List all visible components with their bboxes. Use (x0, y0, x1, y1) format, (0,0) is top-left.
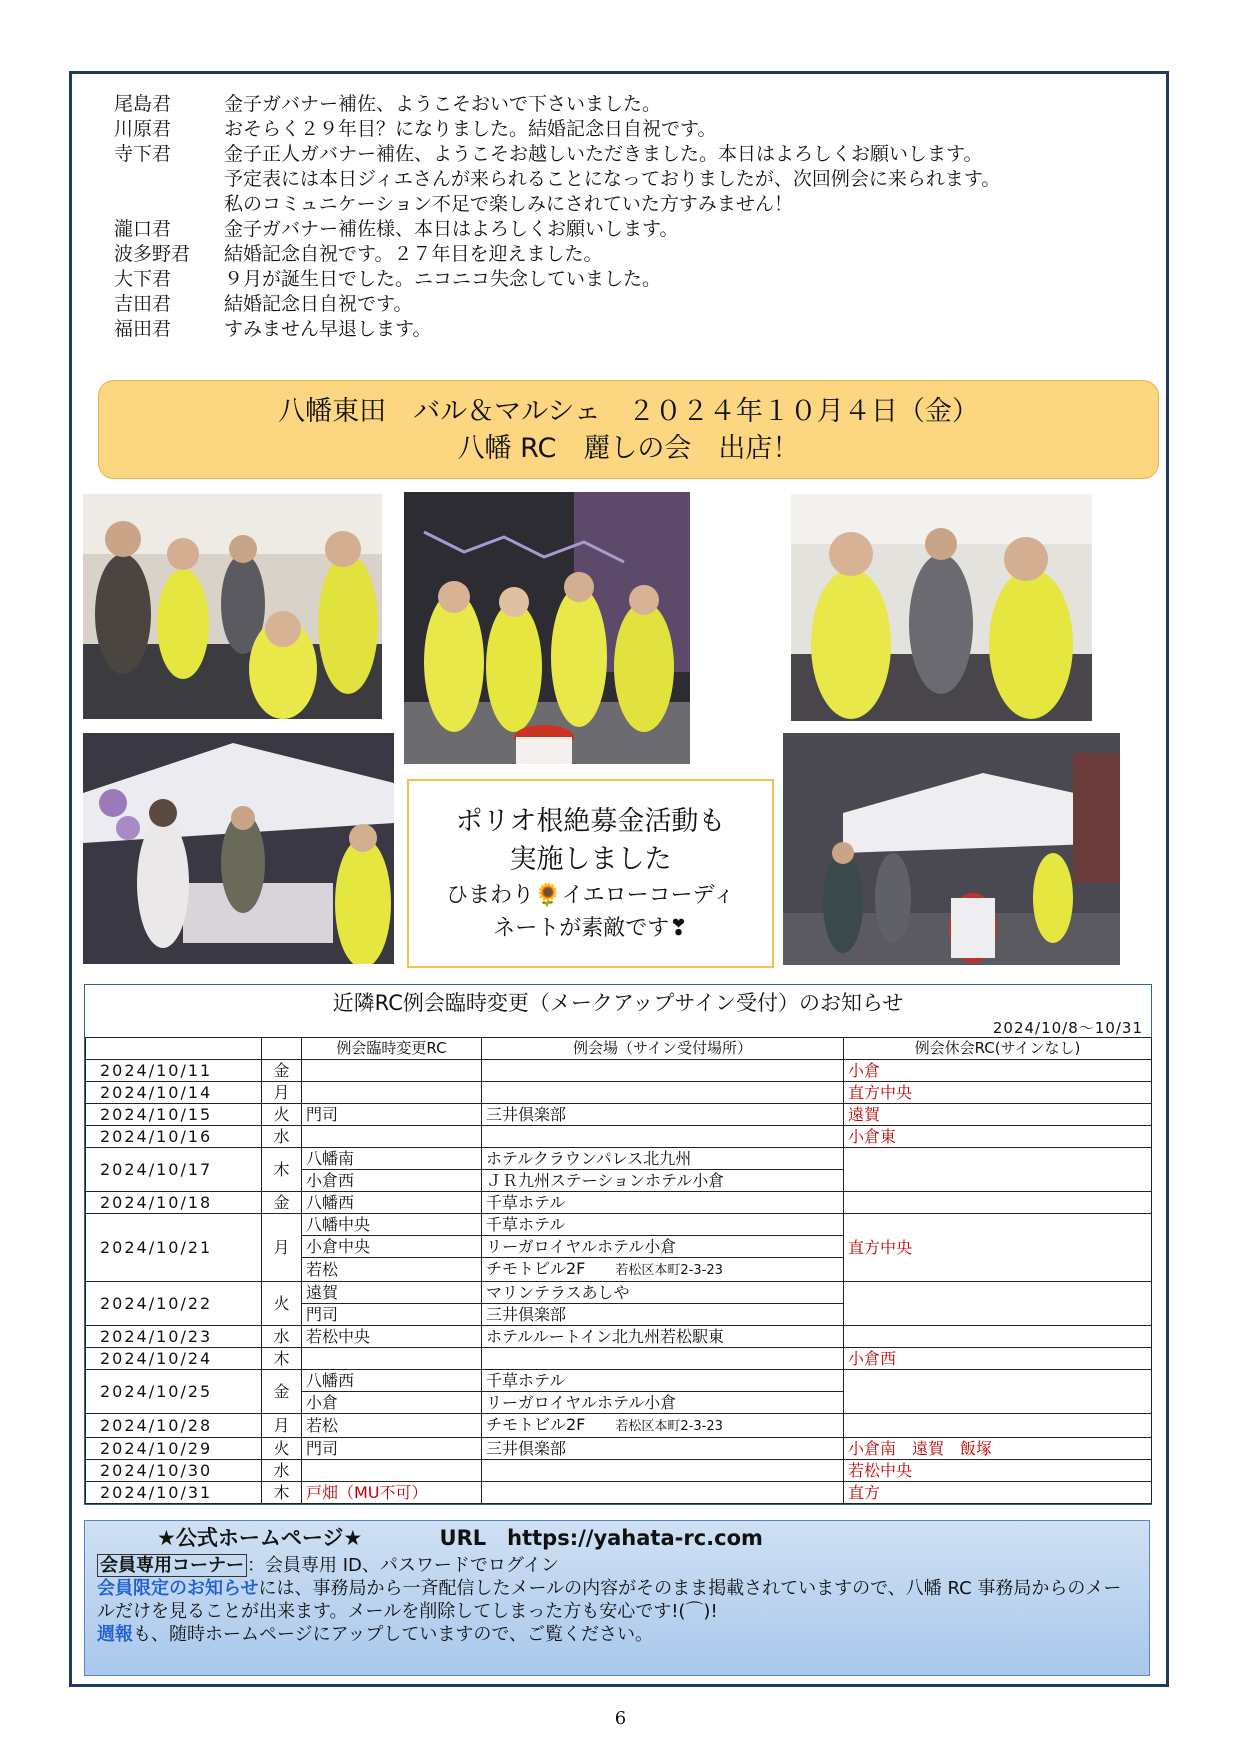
venue-name: ホテルルートイン北九州若松駅東 (486, 1327, 725, 1346)
closed-club: 若松中央 (844, 1460, 1152, 1482)
event-photo-1 (83, 494, 382, 719)
venue (482, 1482, 844, 1504)
changed-club: 小倉 (302, 1392, 482, 1414)
changed-club: 八幡西 (302, 1192, 482, 1214)
message-row (114, 117, 1000, 142)
members-corner-line (97, 1554, 1137, 1577)
meeting-date: 2024/10/17 (86, 1148, 262, 1192)
venue-name: 千草ホテル (486, 1215, 566, 1234)
venue (482, 1392, 844, 1414)
table-row (86, 1148, 1152, 1170)
venue (482, 1104, 844, 1126)
venue-address: 若松区本町2-3-23 (615, 1419, 723, 1434)
member-message: おそらく２９年目？になりました。結婚記念日自祝です。 (224, 118, 717, 140)
member-name: 波多野君 (114, 243, 191, 265)
venue-name: 三井倶楽部 (486, 1439, 567, 1458)
meeting-date: 2024/10/30 (86, 1460, 262, 1482)
day-of-week: 火 (262, 1282, 302, 1326)
member-message: 予定表には本日ジィエさんが来られることになっておりましたが、次回例会に来られます。 (224, 168, 1001, 190)
day-of-week: 水 (262, 1326, 302, 1348)
closed-club: 直方 (844, 1482, 1152, 1504)
member-message: 金子ガバナー補佐、ようこそおいで下さいました。 (224, 93, 662, 115)
callout-line4: ネートが素敵です❣ (493, 916, 688, 941)
table-row (86, 1438, 1152, 1460)
table-row (86, 1482, 1152, 1504)
changed-club: 遠賀 (302, 1282, 482, 1304)
changed-club: 門司 (302, 1304, 482, 1326)
venue (482, 1082, 844, 1104)
changed-club: 八幡南 (302, 1148, 482, 1170)
changed-club (302, 1126, 482, 1148)
members-corner-text: ：会員専用 ID、パスワードでログイン (247, 1555, 559, 1576)
column-header (86, 1038, 262, 1060)
table-row (86, 1414, 1152, 1438)
venue-name: チモトビル2F (486, 1415, 586, 1434)
changed-club: 若松中央 (302, 1326, 482, 1348)
changed-club: 戸畑（MU不可） (302, 1482, 482, 1504)
weekly-line (97, 1623, 1137, 1646)
notice-line (97, 1577, 1137, 1623)
closed-club (844, 1370, 1152, 1414)
venue-name: マリンテラスあしや (486, 1283, 630, 1302)
weekly-text: も、随時ホームページにアップしていますので、ご覧ください。 (133, 1624, 654, 1645)
makeup-table (85, 1037, 1152, 1504)
table-row (86, 1370, 1152, 1392)
changed-club (302, 1460, 482, 1482)
homepage-url-link[interactable]: URL https://yahata-rc.com (439, 1526, 763, 1550)
table-period: 2024/10/8～10/31 (992, 1019, 1143, 1037)
footer-title: ★公式ホームページ★ (157, 1526, 363, 1550)
day-of-week: 火 (262, 1438, 302, 1460)
banner-line1: 八幡東田 バル＆マルシェ ２０２４年１０月４日（金） (278, 396, 979, 427)
venue-name: 三井倶楽部 (486, 1105, 567, 1124)
changed-club: 八幡西 (302, 1370, 482, 1392)
polio-callout (407, 779, 774, 968)
venue (482, 1060, 844, 1082)
venue (482, 1414, 844, 1438)
member-name (114, 192, 224, 217)
venue-name: 三井倶楽部 (486, 1305, 567, 1324)
closed-club: 小倉 (844, 1060, 1152, 1082)
member-messages (114, 92, 1000, 342)
page-number: 6 (614, 1708, 627, 1729)
meeting-date: 2024/10/21 (86, 1214, 262, 1282)
message-row (114, 192, 1000, 217)
banner-line2: 八幡 RC 麗しの会 出店！ (457, 433, 800, 464)
column-header (262, 1038, 302, 1060)
meeting-date: 2024/10/11 (86, 1060, 262, 1082)
venue (482, 1192, 844, 1214)
weekly-label[interactable]: 週報 (97, 1624, 133, 1645)
changed-club: 若松 (302, 1258, 482, 1282)
column-header: 例会臨時変更RC (302, 1038, 482, 1060)
venue (482, 1282, 844, 1304)
day-of-week: 水 (262, 1126, 302, 1148)
venue (482, 1348, 844, 1370)
member-message: 金子正人ガバナー補佐、ようこそお越しいただきました。本日はよろしくお願いします。 (224, 143, 983, 165)
venue (482, 1370, 844, 1392)
meeting-date: 2024/10/15 (86, 1104, 262, 1126)
table-row (86, 1460, 1152, 1482)
message-row (114, 142, 1000, 167)
changed-club: 八幡中央 (302, 1214, 482, 1236)
table-row (86, 1214, 1152, 1236)
message-row (114, 317, 1000, 342)
day-of-week: 水 (262, 1460, 302, 1482)
callout-line1: ポリオ根絶募金活動も (455, 806, 726, 837)
changed-club (302, 1060, 482, 1082)
footer-heading (97, 1527, 1137, 1550)
day-of-week: 金 (262, 1370, 302, 1414)
table-row (86, 1126, 1152, 1148)
message-row (114, 267, 1000, 292)
member-message: 結婚記念日自祝です。 (224, 293, 413, 315)
venue-name: 千草ホテル (486, 1371, 566, 1390)
event-banner (98, 380, 1159, 479)
member-name: 瀧口君 (114, 218, 172, 240)
day-of-week: 月 (262, 1414, 302, 1438)
meeting-date: 2024/10/29 (86, 1438, 262, 1460)
day-of-week: 火 (262, 1104, 302, 1126)
closed-club: 直方中央 (844, 1214, 1152, 1282)
table-title: 近隣RC例会臨時変更（メークアップサイン受付）のお知らせ (332, 991, 904, 1015)
meeting-date: 2024/10/31 (86, 1482, 262, 1504)
member-name (114, 167, 224, 192)
meeting-date: 2024/10/24 (86, 1348, 262, 1370)
meeting-date: 2024/10/16 (86, 1126, 262, 1148)
callout-line3: ひまわり🌻イエローコーディ (446, 883, 735, 908)
meeting-date: 2024/10/14 (86, 1082, 262, 1104)
day-of-week: 金 (262, 1192, 302, 1214)
venue-name: リーガロイヤルホテル小倉 (486, 1237, 677, 1256)
venue-name: 千草ホテル (486, 1193, 566, 1212)
venue (482, 1438, 844, 1460)
closed-club: 小倉東 (844, 1126, 1152, 1148)
member-name: 福田君 (114, 318, 172, 340)
notice-label[interactable]: 会員限定のお知らせ (97, 1578, 259, 1599)
message-row (114, 92, 1000, 117)
table-row (86, 1192, 1152, 1214)
closed-club: 遠賀 (844, 1104, 1152, 1126)
makeup-table-section (84, 984, 1152, 1505)
changed-club: 門司 (302, 1438, 482, 1460)
venue (482, 1170, 844, 1192)
event-photo-3 (791, 494, 1092, 721)
meeting-date: 2024/10/23 (86, 1326, 262, 1348)
message-row (114, 242, 1000, 267)
table-row (86, 1082, 1152, 1104)
closed-club (844, 1192, 1152, 1214)
callout-line2: 実施しました (509, 844, 672, 875)
table-header-row (86, 1038, 1152, 1060)
day-of-week: 月 (262, 1082, 302, 1104)
member-message: ９月が誕生日でした。ニコニコ失念していました。 (224, 268, 662, 290)
members-corner-label[interactable]: 会員専用コーナー (97, 1554, 247, 1577)
notice-text: には、事務局から一斉配信したメールの内容がそのまま掲載されていますので、八幡 RC 事務局からのメールだけを見ることが出来ます。メールを削除してしまった方も安心です!(⌒)! (97, 1578, 1122, 1622)
venue (482, 1214, 844, 1236)
day-of-week: 金 (262, 1060, 302, 1082)
venue-name: チモトビル2F (486, 1259, 586, 1278)
venue (482, 1258, 844, 1282)
meeting-date: 2024/10/28 (86, 1414, 262, 1438)
closed-club: 小倉西 (844, 1348, 1152, 1370)
homepage-footer (84, 1520, 1150, 1676)
member-name: 大下君 (114, 268, 172, 290)
venue-name: ＪＲ九州ステーションホテル小倉 (486, 1171, 725, 1190)
closed-club: 直方中央 (844, 1082, 1152, 1104)
member-message: 私のコミュニケーション不足で楽しみにされていた方すみません！ (224, 193, 793, 215)
day-of-week: 木 (262, 1148, 302, 1192)
message-row (114, 217, 1000, 242)
event-photo-4 (83, 733, 394, 964)
member-name: 吉田君 (114, 293, 172, 315)
venue (482, 1304, 844, 1326)
member-name: 尾島君 (114, 93, 172, 115)
meeting-date: 2024/10/25 (86, 1370, 262, 1414)
closed-club (844, 1414, 1152, 1438)
changed-club (302, 1348, 482, 1370)
column-header: 例会休会RC(サインなし) (844, 1038, 1152, 1060)
table-row (86, 1104, 1152, 1126)
member-message: 結婚記念自祝です。２７年目を迎えました。 (224, 243, 603, 265)
closed-club (844, 1326, 1152, 1348)
day-of-week: 木 (262, 1348, 302, 1370)
member-message: すみません早退します。 (224, 318, 432, 340)
changed-club (302, 1082, 482, 1104)
meeting-date: 2024/10/18 (86, 1192, 262, 1214)
closed-club: 小倉南 遠賀 飯塚 (844, 1438, 1152, 1460)
closed-club (844, 1282, 1152, 1326)
closed-club (844, 1148, 1152, 1192)
event-photo-2 (404, 492, 690, 764)
table-row (86, 1282, 1152, 1304)
table-row (86, 1326, 1152, 1348)
member-name: 寺下君 (114, 143, 172, 165)
venue (482, 1326, 844, 1348)
day-of-week: 木 (262, 1482, 302, 1504)
venue (482, 1148, 844, 1170)
table-row (86, 1348, 1152, 1370)
event-photo-5 (783, 733, 1120, 965)
venue-name: ホテルクラウンパレス北九州 (486, 1149, 692, 1168)
message-row (114, 167, 1000, 192)
day-of-week: 月 (262, 1214, 302, 1282)
member-message: 金子ガバナー補佐様、本日はよろしくお願いします。 (224, 218, 679, 240)
message-row (114, 292, 1000, 317)
column-header: 例会場（サイン受付場所） (482, 1038, 844, 1060)
venue-name: リーガロイヤルホテル小倉 (486, 1393, 677, 1412)
changed-club: 小倉中央 (302, 1236, 482, 1258)
member-name: 川原君 (114, 118, 172, 140)
changed-club: 若松 (302, 1414, 482, 1438)
changed-club: 門司 (302, 1104, 482, 1126)
venue-address: 若松区本町2-3-23 (615, 1263, 723, 1278)
table-row (86, 1060, 1152, 1082)
venue (482, 1460, 844, 1482)
changed-club: 小倉西 (302, 1170, 482, 1192)
meeting-date: 2024/10/22 (86, 1282, 262, 1326)
venue (482, 1236, 844, 1258)
venue (482, 1126, 844, 1148)
